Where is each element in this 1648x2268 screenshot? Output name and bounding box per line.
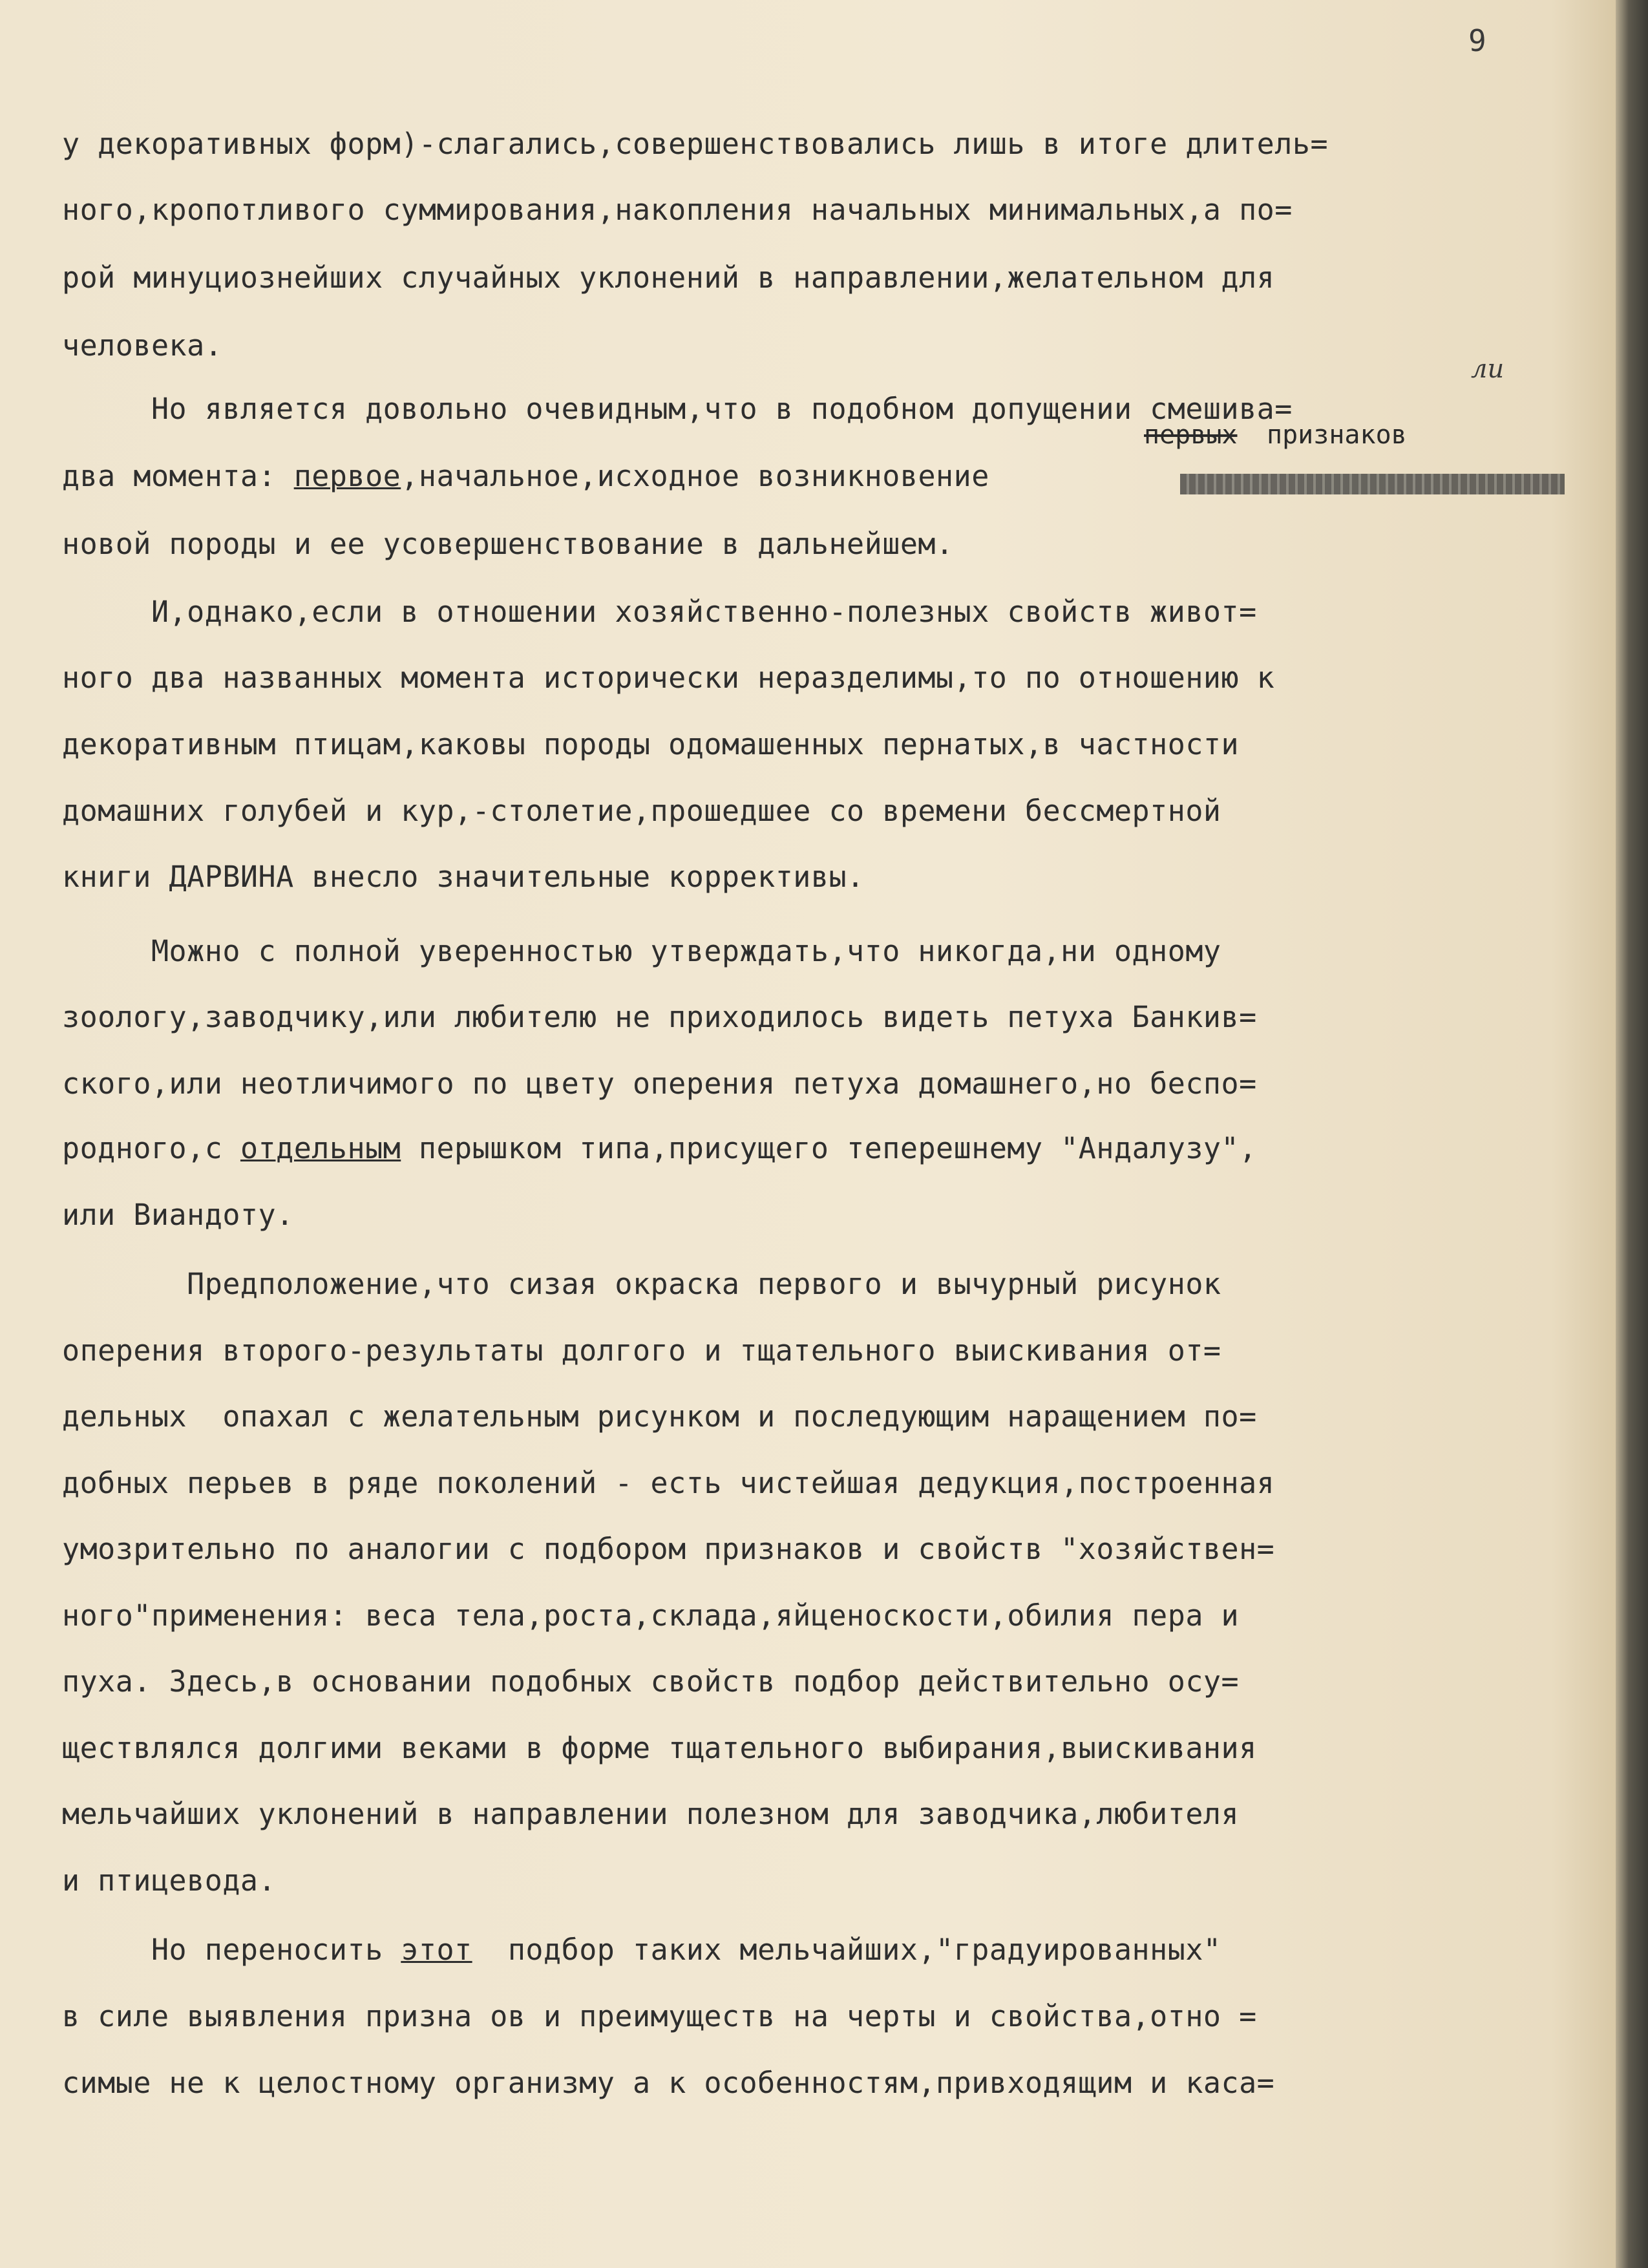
underlined-word: этот [401,1933,472,1967]
text-line-30: симые не к целостному организму а к особенностям,привходящим и каса= [62,2066,1275,2100]
text-line-21: добных перьев в ряде поколений - есть чистейшая дедукция,построенная [62,1466,1275,1500]
text-line-22: умозрительно по аналогии с подбором признаков и свойств "хозяйствен= [62,1532,1275,1566]
typed-insert-above: признаков [1267,420,1407,450]
text-line-6: два момента: первое,начальное,исходное возникновение [62,459,989,493]
text-line-1: у декоративных форм)-слагались,совершенствовались лишь в итоге длитель= [62,127,1329,161]
text-line-25: ществлялся долгими веками в форме тщательного выбирания,выискивания [62,1731,1257,1765]
page-edge-shadow [1616,0,1648,2268]
handwritten-margin-note: ли [1471,354,1505,384]
underlined-word: первое [293,459,401,493]
text-line-3: рой минуциознейших случайных уклонений в направлении,желательном для [62,260,1275,295]
text-line-19: оперения второго-результаты долгого и тщательного выискивания от= [62,1333,1221,1368]
text-line-16: родного,с отдельным перышком типа,присущего теперешнему "Андалузу", [62,1131,1257,1165]
text-line-14: зоологу,заводчику,или любителю не приходилось видеть петуха Банкив= [62,1000,1257,1034]
struck-insert-word: первых [1144,420,1238,450]
text-line-7: новой породы и ее усовершенствование в дальнейшем. [62,527,954,561]
text-line-26: мельчайших уклонений в направлении полезном для заводчика,любителя [62,1797,1240,1831]
text-line-13: Можно с полной уверенностью утверждать,что никогда,ни одному [62,934,1221,968]
text-line-29: в силе выявления призна ов и преимуществ на черты и свойства,отно = [62,1999,1257,2033]
text-line-23: ного"применения: веса тела,роста,склада,яйценоскости,обилия пера и [62,1598,1240,1633]
text-line-11: домашних голубей и кур,-столетие,прошедшее со времени бессмертной [62,794,1221,828]
text-line-15: ского,или неотличимого по цвету оперения петуха домашнего,но беспо= [62,1066,1257,1101]
text-line-10: декоративным птицам,каковы породы одомашенных пернатых,в частности [62,727,1240,761]
text-line-12: книги ДАРВИНА внесло значительные коррективы. [62,860,865,894]
text-line-18: Предположение,что сизая окраска первого и вычурный рисунок [62,1267,1221,1301]
text-line-17: или Виандоту. [62,1198,294,1232]
page-number: 9 [1468,23,1486,58]
text-line-4: человека. [62,328,223,363]
text-line-28: Но переносить этот подбор таких мельчайших,"градуированных" [62,1933,1221,1967]
text-line-5: Но является довольно очевидным,что в подобном допущении смешива= [62,392,1293,426]
text-line-24: пуха. Здесь,в основании подобных свойств подбор действительно осу= [62,1664,1240,1699]
text-line-2: ного,кропотливого суммирования,накопления начальных минимальных,а по= [62,193,1293,227]
text-line-8: И,однако,если в отношении хозяйственно-полезных свойств живот= [62,595,1257,629]
text-line-20: дельных опахал с желательным рисунком и последующим наращением по= [62,1399,1257,1434]
text-line-9: ного два названных момента исторически неразделимы,то по отношению к [62,661,1275,695]
text-line-27: и птицевода. [62,1863,277,1898]
underlined-word: отдельным [240,1131,401,1165]
